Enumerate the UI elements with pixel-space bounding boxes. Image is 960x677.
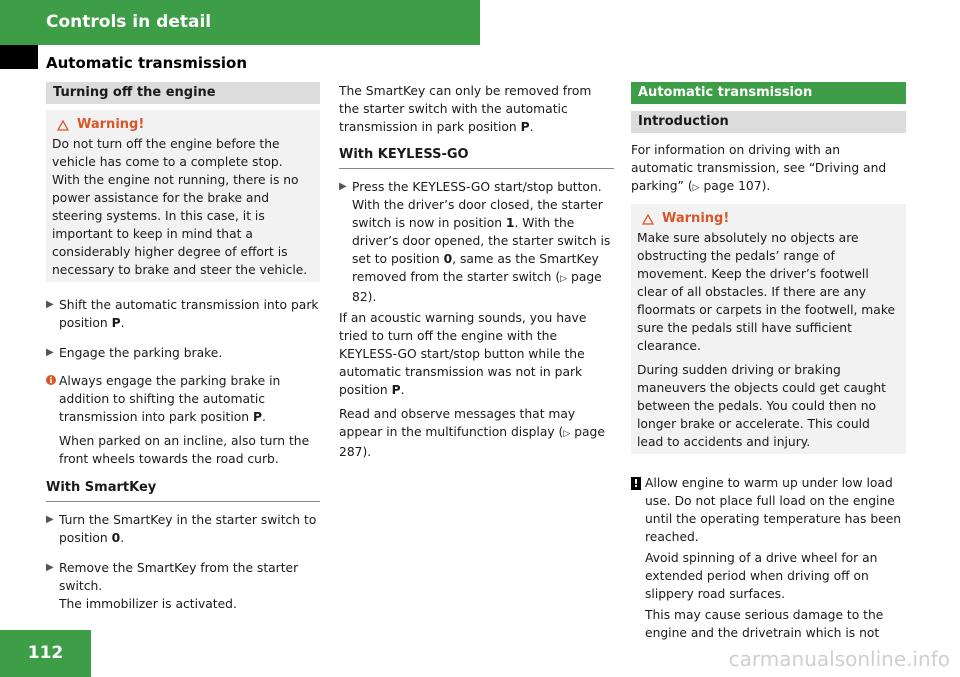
subheading-keyless-go: With KEYLESS-GO bbox=[339, 146, 614, 169]
list-item: ▶ Engage the parking brake. bbox=[46, 346, 223, 360]
info-text-1: Always engage the parking brake in addition to shifting the automatic transmission into park position P. bbox=[59, 374, 281, 424]
heading-turning-off-engine: Turning off the engine bbox=[46, 82, 320, 104]
page-reference[interactable]: page 107 bbox=[703, 179, 762, 193]
arrow-bullet-icon: ▶ bbox=[46, 514, 54, 525]
page-reference[interactable]: page 287 bbox=[339, 425, 605, 459]
subheading-with-smartkey: With SmartKey bbox=[46, 479, 320, 502]
exclamation-icon: ! bbox=[631, 477, 641, 490]
info-icon bbox=[46, 375, 56, 385]
warning-box-pedals bbox=[631, 204, 906, 454]
multifunction-display-text: Read and observe messages that may appear in the multifunction display (▷ page 287). bbox=[339, 407, 605, 459]
watermark: carmanualsonline.info bbox=[728, 647, 950, 671]
column-left bbox=[46, 82, 320, 613]
chapter-title: Controls in detail bbox=[46, 12, 212, 32]
warning-text-2: During sudden driving or braking maneuvers the objects could get caught between the pedals. You could then no longer brake or accelerate. This could lead to accidents and injury. bbox=[637, 363, 886, 449]
notice-block bbox=[631, 474, 906, 642]
arrow-bullet-icon: ▶ bbox=[46, 347, 54, 358]
arrow-bullet-icon: ▶ bbox=[339, 181, 347, 192]
page-reference[interactable]: page 82 bbox=[352, 270, 602, 304]
info-text-2: When parked on an incline, also turn the front wheels towards the road curb. bbox=[59, 434, 310, 466]
warning-triangle-icon bbox=[57, 120, 69, 131]
notice-text-1: Allow engine to warm up under low load use. Do not place full load on the engine until the operating temperature has been reached. bbox=[645, 476, 902, 544]
list-item: ▶ Shift the automatic transmission into park position P. bbox=[46, 298, 319, 330]
acoustic-warning-text: If an acoustic warning sounds, you have tried to turn off the engine with the KEYLESS-GO start/stop button while the automatic transmission was not in park position P. bbox=[339, 311, 587, 397]
warning-header bbox=[52, 115, 314, 135]
warning-header bbox=[637, 209, 900, 229]
page-ref-arrow-icon: ▷ bbox=[563, 429, 571, 439]
info-note bbox=[46, 372, 320, 468]
list-item: ▶ Turn the SmartKey in the starter switch to position 0. bbox=[46, 513, 317, 545]
arrow-bullet-icon: ▶ bbox=[46, 299, 54, 310]
warning-text: Do not turn off the engine before the vehicle has come to a complete stop. With the engine not running, there is no power assistance for the brake and steering systems. In this case, it is important to keep in mind that a considerably higher degree of effort is necessary to brake and steer the vehicle. bbox=[52, 137, 308, 277]
header-tab-marker bbox=[0, 45, 38, 69]
heading-introduction: Introduction bbox=[631, 111, 906, 133]
notice-text-2: Avoid spinning of a drive wheel for an extended period when driving off on slippery road surfaces. bbox=[645, 551, 878, 601]
smartkey-removal-text: The SmartKey can only be removed from the starter switch with the automatic transmission in park position P. bbox=[339, 84, 592, 134]
warning-title: Warning! bbox=[662, 211, 730, 226]
warning-title: Warning! bbox=[77, 117, 145, 132]
page-number: 112 bbox=[0, 630, 91, 677]
list-item: ▶ Remove the SmartKey from the starter switch. The immobilizer is activated. bbox=[46, 561, 299, 611]
page-ref-arrow-icon: ▷ bbox=[692, 183, 700, 193]
introduction-text: For information on driving with an automatic transmission, see “Driving and parking” (▷ page 107). bbox=[631, 143, 887, 193]
page-ref-arrow-icon: ▷ bbox=[560, 274, 568, 284]
warning-text-1: Make sure absolutely no objects are obstructing the pedals’ range of movement. Keep the driver’s footwell clear of all obstacles. If there are any floormats or carpets in the footwell, make sure the pedals still have sufficient clearance. bbox=[637, 231, 896, 353]
list-item: ▶ Press the KEYLESS-GO start/stop button. With the driver’s door closed, the starter switch is now in position 1. With the driver’s door opened, the starter switch is set to position 0, same as the SmartKey removed from the starter switch (▷ page 82). bbox=[339, 180, 611, 304]
warning-triangle-icon bbox=[642, 214, 654, 225]
column-right bbox=[631, 82, 906, 642]
column-middle bbox=[339, 82, 614, 461]
heading-automatic-transmission: Automatic transmission bbox=[631, 82, 906, 104]
notice-text-3: This may cause serious damage to the engine and the drivetrain which is not bbox=[645, 608, 884, 640]
arrow-bullet-icon: ▶ bbox=[46, 562, 54, 573]
warning-box-engine bbox=[46, 110, 320, 282]
section-title: Automatic transmission bbox=[46, 54, 247, 72]
